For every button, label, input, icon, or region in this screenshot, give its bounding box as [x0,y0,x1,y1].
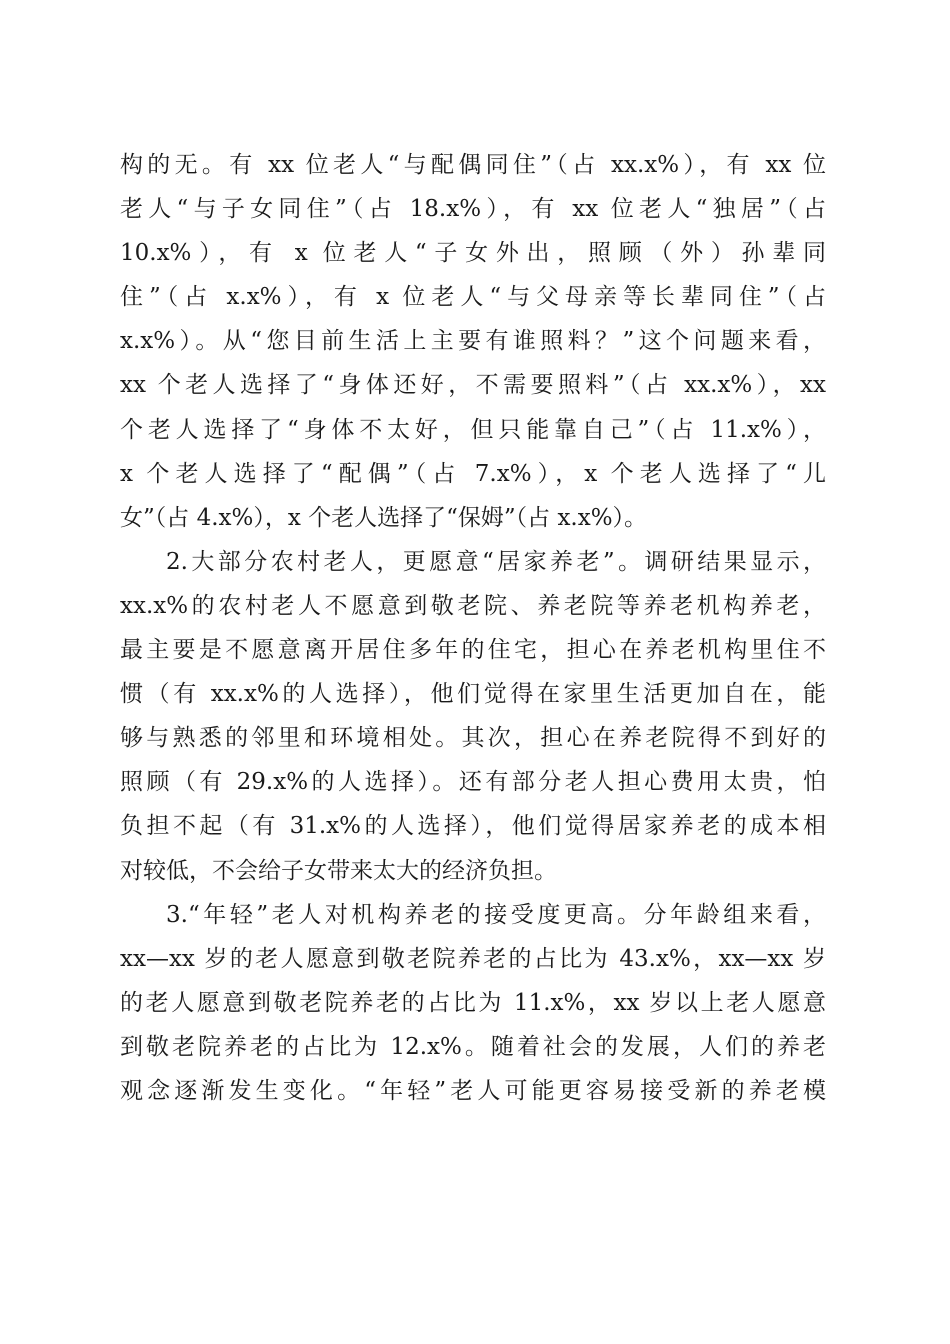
paragraph-line: x 个老人选择了“配偶”（占 7.x%），x 个老人选择了“儿 [120,460,826,487]
paragraph-2 [120,540,826,893]
paragraph-line: 个老人选择了“身体不太好，但只能靠自己”（占 11.x%）， [120,416,826,443]
paragraph-line: 到敬老院养老的占比为 12.x%。随着社会的发展，人们的养老 [120,1033,826,1060]
paragraph-line: 的老人愿意到敬老院养老的占比为 11.x%，xx 岁以上老人愿意 [120,989,826,1016]
paragraph-line: 惯（有 xx.x%的人选择），他们觉得在家里生活更加自在，能 [120,681,826,708]
paragraph-line: 女”（占 4.x%），x 个老人选择了“保姆”（占 x.x%）。 [120,504,648,531]
paragraph-line: 10.x%），有 x 位老人“子女外出，照顾（外）孙辈同 [120,240,826,267]
paragraph-line: 对较低，不会给子女带来太大的经济负担。 [120,857,557,884]
paragraph-line: xx—xx 岁的老人愿意到敬老院养老的占比为 43.x%，xx—xx 岁 [120,945,826,972]
paragraph-line: 够与熟悉的邻里和环境相处。其次，担心在养老院得不到好的 [120,725,826,752]
paragraph-line: xx.x%的农村老人不愿意到敬老院、养老院等养老机构养老， [120,592,826,619]
paragraph-line: 观念逐渐发生变化。“年轻”老人可能更容易接受新的养老模 [120,1077,826,1104]
paragraph-line: 2.大部分农村老人，更愿意“居家养老”。调研结果显示， [166,548,826,575]
paragraph-line: 3.“年轻”老人对机构养老的接受度更高。分年龄组来看， [166,901,826,928]
paragraph-line: 构的无。有 xx 位老人“与配偶同住”（占 xx.x%），有 xx 位 [120,152,826,178]
document-page [120,143,826,1113]
paragraph-line: x.x%）。从“您目前生活上主要有谁照料？”这个问题来看， [120,328,826,355]
paragraph-line: 照顾（有 29.x%的人选择）。还有部分老人担心费用太贵，怕 [120,769,826,796]
paragraph-1 [120,143,826,540]
paragraph-line: 住”（占 x.x%），有 x 位老人“与父母亲等长辈同住”（占 [120,284,826,311]
paragraph-line: 最主要是不愿意离开居住多年的住宅，担心在养老机构里住不 [120,637,826,664]
paragraph-line: 负担不起（有 31.x%的人选择），他们觉得居家养老的成本相 [120,813,826,840]
paragraph-line: xx 个老人选择了“身体还好，不需要照料”（占 xx.x%），xx [120,372,826,399]
paragraph-line: 老人“与子女同住”（占 18.x%），有 xx 位老人“独居”（占 [120,196,826,223]
paragraph-3 [120,893,826,1113]
